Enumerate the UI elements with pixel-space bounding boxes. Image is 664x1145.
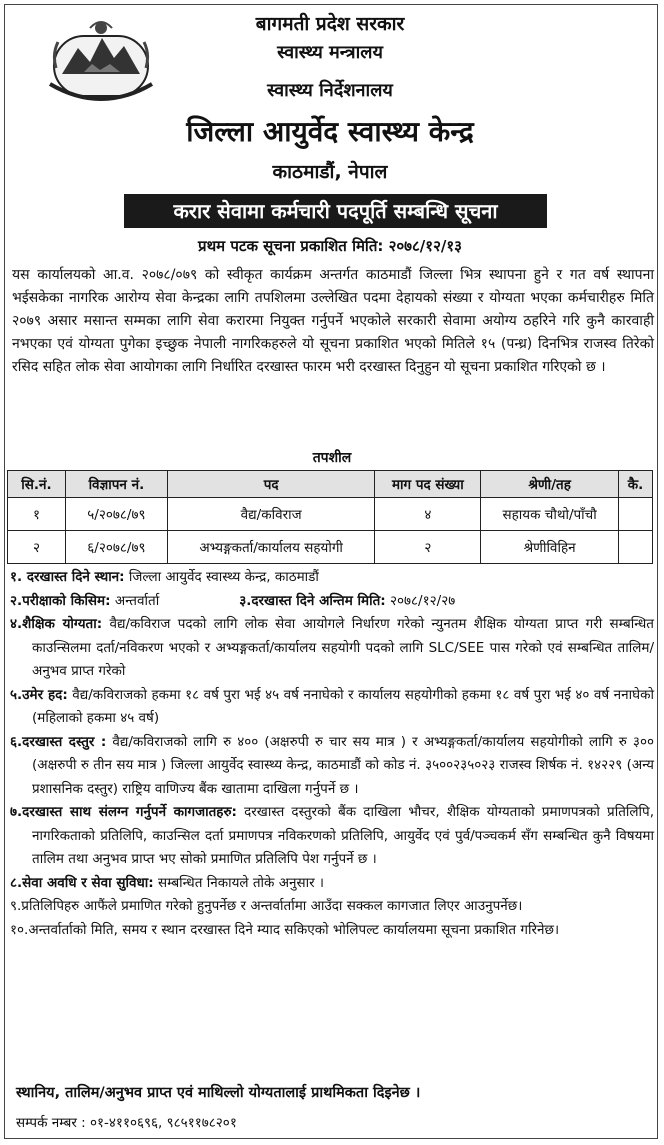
- item-application-place: [10, 566, 654, 590]
- cell-advert-no: ५/२०७८/७९: [65, 498, 167, 531]
- office-name: जिल्ला आयुर्वेद स्वास्थ्य केन्द्र: [186, 115, 474, 148]
- item-exam-type: [10, 590, 654, 614]
- directorate-name: स्वास्थ्य निर्देशनालय: [267, 80, 393, 101]
- header-remarks: कै.: [619, 471, 653, 498]
- contact-number: सम्पर्क नम्बर : ०१-४११०६९६, ९८५११७८२०१: [16, 1115, 237, 1131]
- item-required-documents: [10, 801, 654, 872]
- item-label: ८.सेवा अवधि र सेवा सुविधा:: [10, 874, 154, 891]
- publish-date: प्रथम पटक सूचना प्रकाशित मिति: २०७८/१२/१३: [198, 237, 462, 255]
- cell-level: सहायक चौथो/पाँचौ: [481, 498, 619, 531]
- item-copies: ९.प्रतिलिपिहरु आफैंले प्रमाणित गरेको हुनुपर्नेछ र अन्तर्वार्तामा आउँदा सक्कल कागजात लिएर आउनुपर्नेछ।: [10, 898, 523, 914]
- item-text: सम्बन्धित निकायले तोके अनुसार ।: [153, 874, 325, 891]
- table-row: [8, 498, 653, 531]
- header-post-count: माग पद संख्या: [375, 471, 481, 498]
- office-location: काठमाडौं, नेपाल: [272, 161, 388, 183]
- table-header-row: [8, 471, 653, 498]
- item-qualification: [10, 613, 654, 684]
- item-label: ५.उमेर हद:: [10, 686, 68, 703]
- item-label: १. दरखास्त दिने स्थान:: [10, 569, 125, 585]
- table-row: [8, 531, 653, 564]
- cell-post-count: ४: [375, 498, 481, 531]
- header-advert-no: विज्ञापन नं.: [65, 471, 167, 498]
- header-level: श्रेणी/तह: [481, 471, 619, 498]
- intro-paragraph: यस कार्यालयको आ.व. २०७८/०७९ को स्वीकृत कार्यक्रम अन्तर्गत काठमाडौं जिल्ला भित्र स्थापना हुने र गत वर्ष स्थापना भईसकेका नागरिक आरोग्य सेवा केन्द्रका लागि तपशिलमा उल्लेखित पदमा देहायको संख्या र योग्यता भएका कर्मचारीहरु मिति २०७९ असार मसान्त सम्मका लागि सेवा करारमा नियुक्त गर्नुपर्ने भएकोले सरकारी सेवामा अयोग्य ठहरिने गरि कुनै कारवाही नभएका एवं योग्यता पुगेका इच्छुक नेपाली नागरिकहरुले यो सूचना प्रकाशित भएको मितिले १५ (पन्ध्र) दिनभित्र राजस्व तिरेको रसिद सहित लोक सेवा आयोगका लागि निर्धारित दरखास्त फारम भरी दरखास्त दिनुहुन यो सूचना प्रकाशित गरिएको छ ।: [12, 267, 654, 375]
- item-text: वैद्य/कविराजको लागि रु ४०० (अक्षरुपी रु चार सय मात्र ) र अभ्यङ्गकर्ता/कार्यालय सहयोगीको लागि रु ३०० (अक्षरुपी रु तीन सय मात्र ) जिल्ला आयुर्वेद स्वास्थ्य केन्द्र, काठमाडौं को कोड नं. ३५००२३५०२३ राजस्व शिर्षक नं. १४२२९ (अन्य प्रशासनिक दस्तुर) राष्ट्रिय वाणिज्य बैंक खातामा दाखिला गर्नुपर्ने छ ।: [32, 733, 654, 797]
- item-label: २.परीक्षाको किसिम:: [10, 592, 111, 609]
- item-label: ७.दरखास्त साथ संलग्न गर्नुपर्ने कागजातहरु:: [10, 804, 237, 820]
- notice-title: करार सेवामा कर्मचारी पदपूर्ति सम्बन्धि सूचना: [124, 194, 547, 228]
- cell-advert-no: ६/२०७८/७९: [65, 531, 167, 564]
- cell-level: श्रेणीविहिन: [481, 531, 619, 564]
- item-label: ६.दरखास्त दस्तुर :: [10, 733, 107, 750]
- item-service-period: [10, 872, 654, 896]
- cell-post: वैद्य/कविराज: [167, 498, 375, 531]
- vacancy-table: [7, 470, 653, 564]
- item-label: ३.दरखास्त दिने अन्तिम मिति:: [239, 592, 386, 609]
- item-text: वैद्य/कविराज पदको लागि लोक सेवा आयोगले निर्धारण गरेको न्युनतम शैक्षिक योग्यता प्राप्त गरी सम्बन्धित काउन्सिलमा दर्ता/नविकरण भएको र अभ्यङ्गकर्ता/कार्यालय सहयोगी पदको लागि SLC/SEE पास गरेको एवं सम्बन्धित तालिम/अनुभव प्राप्त गरेको: [32, 616, 654, 679]
- cell-serial: १: [8, 498, 66, 531]
- header-serial: सि.नं.: [8, 471, 66, 498]
- item-text: २०७८/१२/२७: [385, 592, 456, 609]
- item-label: ४.शैक्षिक योग्यता:: [10, 616, 103, 632]
- item-text: अन्तर्वार्ता: [110, 592, 160, 609]
- cell-serial: २: [8, 531, 66, 564]
- header-post: पद: [167, 471, 375, 498]
- cell-remarks: [619, 498, 653, 531]
- cell-post-count: २: [375, 531, 481, 564]
- table-caption: तपशील: [312, 450, 352, 466]
- priority-note: स्थानिय, तालिम/अनुभव प्राप्त एवं माथिल्लो योग्यतालाई प्राथमिकता दिइनेछ ।: [16, 1085, 421, 1101]
- notice-items: [10, 566, 654, 942]
- item-interview-date: १०.अन्तर्वार्ताको मिति, समय र स्थान दरखास्त दिने म्याद सकिएको भोलिपल्ट कार्यालयमा सूचना प्रकाशित गरिनेछ।: [10, 921, 560, 938]
- item-text: दरखास्त दस्तुरको बैंक दाखिला भौचर, शैक्षिक योग्यताको प्रमाणपत्रको प्रतिलिपि, नागरिकताको प्रतिलिपि, काउन्सिल दर्ता प्रमाणपत्र नविकरणको प्रतिलिपि, आयुर्वेद एवं पुर्व/पञ्चकर्म सँग सम्बन्धित कुनै विषयमा तालिम तथा अनुभव प्राप्त भए सोको प्रमाणित प्रतिलिपि पेश गर्नुपर्ने छ ।: [32, 804, 654, 867]
- item-text: जिल्ला आयुर्वेद स्वास्थ्य केन्द्र, काठमाडौं: [124, 569, 319, 585]
- item-text: वैद्य/कविराजको हकमा १८ वर्ष पुरा भई ४५ वर्ष ननाघेको र कार्यालय सहयोगीको हकमा १८ वर्ष पुरा भई ४० वर्ष ननाघेको (महिलाको हकमा ४५ वर्ष): [32, 686, 654, 726]
- cell-remarks: [619, 531, 653, 564]
- item-age-limit: [10, 684, 654, 731]
- cell-post: अभ्यङ्गकर्ता/कार्यालय सहयोगी: [167, 531, 375, 564]
- government-name: बागमती प्रदेश सरकार: [255, 13, 405, 35]
- ministry-name: स्वास्थ्य मन्त्रालय: [277, 42, 383, 63]
- item-application-fee: [10, 731, 654, 802]
